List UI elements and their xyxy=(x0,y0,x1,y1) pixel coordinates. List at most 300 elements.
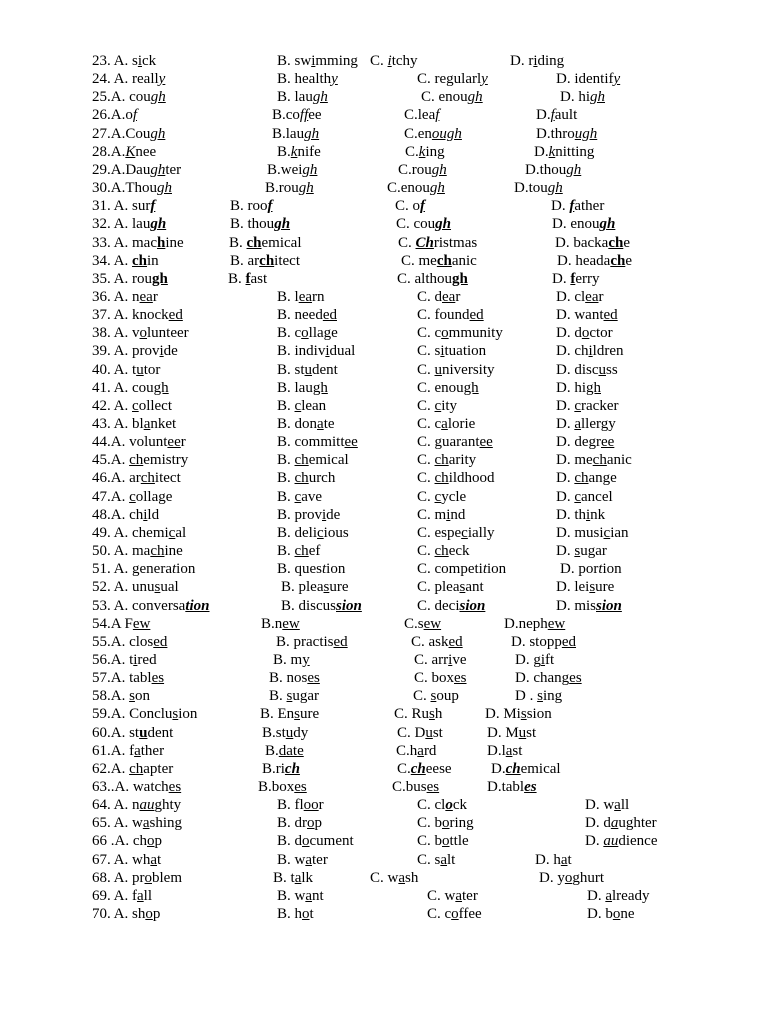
option-text: e xyxy=(625,252,632,269)
highlighted-letters: i xyxy=(448,651,453,668)
highlighted-letters: ch xyxy=(284,760,300,777)
option-text: st xyxy=(512,742,523,759)
option-b xyxy=(277,560,345,578)
highlighted-letters: oo xyxy=(303,797,319,814)
highlighted-letters: ed xyxy=(561,633,577,650)
highlighted-letters: o xyxy=(147,833,155,850)
highlighted-letters: ch xyxy=(434,470,449,487)
option-d xyxy=(557,252,632,270)
highlighted-letters: ch xyxy=(608,234,624,251)
option-c xyxy=(417,451,476,469)
option-a xyxy=(92,760,173,778)
option-text: 25.A. cou xyxy=(92,89,151,106)
option-text: D. disc xyxy=(556,361,599,378)
highlighted-letters: ch xyxy=(410,760,426,777)
option-text: ollage xyxy=(135,488,173,505)
highlighted-letters: i xyxy=(586,506,591,523)
option-text: mming xyxy=(315,53,358,69)
highlighted-letters: i xyxy=(143,506,148,523)
option-text: 57.A. tabl xyxy=(92,670,152,687)
option-c xyxy=(397,760,452,778)
option-d xyxy=(555,234,630,252)
option-c xyxy=(397,270,468,288)
option-d xyxy=(536,125,597,143)
option-text: tchy xyxy=(391,53,418,69)
option-text: B. fl xyxy=(277,797,304,814)
option-text: 68. A. pr xyxy=(92,869,145,886)
question-row-55 xyxy=(0,633,768,651)
highlighted-letters: a xyxy=(317,416,324,432)
option-text: B. plea xyxy=(281,579,324,596)
option-b xyxy=(281,578,349,596)
option-text: D. xyxy=(491,760,506,777)
highlighted-letters: ew xyxy=(132,615,151,632)
option-text: C. xyxy=(370,53,388,69)
option-text: D. backa xyxy=(555,234,609,251)
option-b xyxy=(277,70,338,88)
option-text: D. w xyxy=(585,797,615,814)
option-text: B. w xyxy=(277,887,306,904)
option-text: ildhood xyxy=(448,470,495,487)
option-a xyxy=(92,397,172,415)
option-d xyxy=(491,760,561,778)
option-text: D.tabl xyxy=(487,779,525,795)
option-text: D. xyxy=(534,143,549,160)
highlighted-letters: f xyxy=(550,107,555,124)
option-c xyxy=(370,52,418,70)
option-text: C. althou xyxy=(397,270,452,287)
option-b xyxy=(276,633,348,651)
question-row-29 xyxy=(0,161,768,179)
option-text: D. xyxy=(556,470,575,487)
question-row-62 xyxy=(0,760,768,778)
option-text: C. s xyxy=(417,343,441,360)
highlighted-letters: i xyxy=(533,53,538,69)
highlighted-letters: gh xyxy=(150,125,166,142)
highlighted-letters: ew xyxy=(547,615,566,632)
highlighted-letters: o xyxy=(451,906,459,923)
option-d xyxy=(585,814,657,832)
option-text: ter xyxy=(312,851,328,868)
highlighted-letters: ed xyxy=(322,307,337,324)
option-text: lk xyxy=(301,869,314,886)
option-text: ollect xyxy=(138,397,173,414)
option-text: llage xyxy=(308,325,338,342)
option-a xyxy=(92,887,152,905)
option-text: D. g xyxy=(515,651,541,668)
option-text: e xyxy=(623,234,630,251)
option-text: D. xyxy=(536,107,551,124)
option-text: C. b xyxy=(417,815,443,832)
option-text: r xyxy=(152,288,158,305)
option-text: D. degr xyxy=(556,434,601,451)
highlighted-letters: sion xyxy=(596,597,622,614)
question-row-52 xyxy=(0,578,768,596)
option-text: 39. A. prov xyxy=(92,343,160,360)
option-d xyxy=(487,724,536,742)
highlighted-letters: a xyxy=(142,815,150,832)
option-text: ast xyxy=(250,270,268,287)
question-row-49 xyxy=(0,524,768,542)
option-text: D. r xyxy=(510,53,534,69)
option-b xyxy=(277,433,358,451)
option-text: D. ch xyxy=(556,343,589,360)
option-text: anic xyxy=(606,452,632,469)
highlighted-letters: ed xyxy=(448,633,463,650)
option-c xyxy=(417,851,455,869)
option-text: D. stopp xyxy=(511,633,562,650)
highlighted-letters: a xyxy=(605,887,613,904)
option-text: dent xyxy=(312,361,338,378)
option-text: ing xyxy=(542,688,563,705)
highlighted-letters: gh xyxy=(312,379,328,396)
option-text: 63..A. watch xyxy=(92,779,169,795)
option-b xyxy=(273,869,313,887)
highlighted-letters: s xyxy=(154,579,161,596)
option-c xyxy=(404,106,439,124)
option-c xyxy=(417,832,469,850)
option-d xyxy=(556,469,617,487)
option-text: B. st xyxy=(277,361,305,378)
highlighted-letters: gh xyxy=(150,216,167,233)
option-text: B. xyxy=(277,470,295,487)
highlighted-letters: c xyxy=(294,397,302,414)
option-text: ion xyxy=(326,561,346,578)
highlighted-letters: k xyxy=(290,143,298,160)
option-text: C. competi xyxy=(417,561,483,578)
highlighted-letters: es xyxy=(307,670,320,687)
option-b xyxy=(230,197,273,215)
highlighted-letters: a xyxy=(441,416,448,432)
option-text: ef xyxy=(308,543,321,560)
option-b xyxy=(272,125,319,143)
highlighted-letters: ch xyxy=(505,760,521,777)
option-text: C. enou xyxy=(421,89,468,106)
option-text: p xyxy=(154,833,162,850)
option-c xyxy=(417,288,460,306)
option-text: C. w xyxy=(370,869,399,886)
highlighted-letters: ed xyxy=(603,307,618,324)
highlighted-letters: s xyxy=(537,688,543,705)
highlighted-letters: ch xyxy=(129,452,144,469)
option-d xyxy=(556,506,605,524)
option-text: D. por xyxy=(560,561,599,578)
highlighted-letters: o xyxy=(139,325,148,342)
option-text: rn xyxy=(312,288,325,305)
option-d xyxy=(515,687,562,705)
highlighted-letters: gh xyxy=(566,161,582,178)
highlighted-letters: ch xyxy=(294,470,309,487)
option-b xyxy=(228,270,267,288)
option-c xyxy=(417,469,495,487)
option-text: 34. A. xyxy=(92,252,133,269)
option-a xyxy=(92,633,167,651)
option-a xyxy=(92,52,156,70)
question-row-58 xyxy=(0,687,768,705)
option-c xyxy=(404,125,462,143)
option-text: ll xyxy=(143,887,153,904)
question-row-59 xyxy=(0,705,768,723)
highlighted-letters: u xyxy=(285,724,294,741)
option-a xyxy=(92,851,161,869)
option-text: D. mis xyxy=(556,597,597,614)
option-c xyxy=(427,887,478,905)
highlighted-letters: gh xyxy=(599,216,616,233)
option-text: emistry xyxy=(143,452,189,469)
highlighted-letters: c xyxy=(129,488,136,505)
highlighted-letters: o xyxy=(442,815,450,832)
highlighted-letters: a xyxy=(150,851,158,868)
option-b xyxy=(229,234,302,252)
highlighted-letters: ugh xyxy=(574,125,598,142)
option-b xyxy=(230,215,290,233)
option-d xyxy=(556,379,601,397)
option-text: D . xyxy=(515,688,538,705)
option-text: B. don xyxy=(277,416,318,432)
question-row-68 xyxy=(0,869,768,887)
option-text: C. box xyxy=(414,670,455,687)
option-text: 46.A. ar xyxy=(92,470,141,487)
option-text: D.tou xyxy=(514,180,548,197)
option-text: 23. A. s xyxy=(92,53,138,69)
question-row-44 xyxy=(0,433,768,451)
option-text: ttle xyxy=(449,833,469,850)
option-a xyxy=(92,179,172,197)
highlighted-letters: au xyxy=(603,833,619,850)
option-text: C.enou xyxy=(387,180,430,197)
highlighted-letters: i xyxy=(446,506,451,523)
highlighted-letters: a xyxy=(610,815,619,832)
question-row-46 xyxy=(0,469,768,487)
option-b xyxy=(277,542,320,560)
option-d xyxy=(556,524,629,542)
option-text: nitting xyxy=(555,143,595,160)
highlighted-letters: a xyxy=(305,887,313,904)
option-text: 64. A. n xyxy=(92,797,140,814)
option-a xyxy=(92,742,164,760)
highlighted-letters: f xyxy=(132,107,138,124)
option-text: 37. A. knock xyxy=(92,307,169,324)
question-row-41 xyxy=(0,379,768,397)
option-text: ss xyxy=(606,361,618,378)
highlighted-letters: s xyxy=(520,706,527,723)
option-text: racker xyxy=(581,397,619,414)
highlighted-letters: gh xyxy=(312,89,328,106)
option-d xyxy=(511,633,576,651)
option-text: C. b xyxy=(417,833,443,850)
option-text: ugar xyxy=(292,688,320,705)
option-text: B. nos xyxy=(269,670,308,687)
option-text: C. xyxy=(413,688,431,705)
highlighted-letters: ea xyxy=(442,288,456,305)
option-c xyxy=(411,633,463,651)
option-a xyxy=(92,106,137,124)
option-c xyxy=(398,161,447,179)
option-text: C. xyxy=(417,470,435,487)
option-a xyxy=(92,705,197,723)
option-text: B. roo xyxy=(230,198,268,215)
option-text: urch xyxy=(308,470,336,487)
highlighted-letters: o xyxy=(564,869,573,886)
option-text: C. deci xyxy=(417,597,460,614)
highlighted-letters: a xyxy=(574,416,582,432)
option-text: st xyxy=(432,724,443,741)
highlighted-letters: ee xyxy=(479,434,493,451)
question-row-61 xyxy=(0,742,768,760)
question-row-39 xyxy=(0,342,768,360)
option-d xyxy=(587,905,635,923)
option-text: st xyxy=(526,724,537,741)
highlighted-letters: ch xyxy=(436,252,452,269)
option-text: C. xyxy=(398,234,416,251)
option-b xyxy=(277,143,321,161)
option-text: B.lau xyxy=(272,125,305,142)
question-row-57 xyxy=(0,669,768,687)
highlighted-letters: au xyxy=(139,797,155,814)
option-d xyxy=(536,106,577,124)
option-text: D. M xyxy=(487,724,519,741)
option-a xyxy=(92,524,186,542)
option-text: B. practis xyxy=(276,633,334,650)
question-row-66 xyxy=(0,832,768,850)
option-d xyxy=(556,433,614,451)
option-text: 40. A. t xyxy=(92,361,137,378)
highlighted-letters: gh xyxy=(431,161,447,178)
option-text: B. xyxy=(277,143,291,160)
option-d xyxy=(510,52,564,70)
highlighted-letters: s xyxy=(589,579,596,596)
highlighted-letters: ch xyxy=(129,760,144,777)
highlighted-letters: y xyxy=(331,71,338,88)
option-text: ian xyxy=(610,524,629,541)
option-text: C.h xyxy=(396,742,418,759)
option-text: B.n xyxy=(261,615,283,632)
option-text: 31. A. sur xyxy=(92,198,151,215)
option-text: ck xyxy=(142,53,157,69)
highlighted-letters: u xyxy=(598,361,606,378)
question-row-35 xyxy=(0,270,768,288)
option-d xyxy=(525,161,581,179)
option-b xyxy=(269,687,319,705)
option-a xyxy=(92,615,150,633)
question-row-30 xyxy=(0,179,768,197)
highlighted-letters: y xyxy=(158,71,166,88)
highlighted-letters: o xyxy=(581,325,590,342)
highlighted-letters: es xyxy=(454,670,467,687)
option-c xyxy=(405,143,445,161)
option-text: ion xyxy=(178,706,198,723)
question-row-25 xyxy=(0,88,768,106)
option-text: sion xyxy=(526,706,552,723)
option-text: ter xyxy=(462,887,478,904)
highlighted-letters: gh xyxy=(586,379,601,396)
highlighted-letters: es xyxy=(168,779,182,795)
highlighted-letters: sion xyxy=(336,597,362,614)
option-text: 24. A. reall xyxy=(92,71,159,88)
option-text: D. th xyxy=(556,506,586,523)
highlighted-letters: s xyxy=(129,688,135,705)
option-text: niversity xyxy=(442,361,495,378)
option-text: ion xyxy=(176,561,196,578)
option-text: D. identif xyxy=(556,71,614,88)
highlighted-letters: a xyxy=(305,851,313,868)
highlighted-letters: u xyxy=(434,361,443,378)
option-text: 29.A.Dau xyxy=(92,161,151,178)
option-text: D. xyxy=(556,397,575,414)
highlighted-letters: c xyxy=(603,524,611,541)
option-text: lean xyxy=(301,397,327,414)
option-text: on xyxy=(134,688,150,705)
question-row-56 xyxy=(0,651,768,669)
highlighted-letters: gh xyxy=(150,161,166,178)
question-row-34 xyxy=(0,252,768,270)
option-b xyxy=(277,524,349,542)
highlighted-letters: gh xyxy=(467,89,483,106)
option-text: rd xyxy=(423,742,437,759)
option-text: C. regularl xyxy=(417,71,482,88)
question-row-65 xyxy=(0,814,768,832)
highlighted-letters: c xyxy=(574,397,582,414)
option-text: D. y xyxy=(539,869,565,886)
option-text: 66 .A. ch xyxy=(92,833,147,850)
option-text: 52. A. unu xyxy=(92,579,155,596)
highlighted-letters: f xyxy=(267,198,273,215)
option-text: B. xyxy=(277,488,295,505)
option-text: de xyxy=(326,506,341,523)
option-text: llergy xyxy=(581,416,616,432)
highlighted-letters: i xyxy=(588,343,593,360)
highlighted-letters: c xyxy=(574,488,582,505)
highlighted-letters: Ch xyxy=(415,234,434,251)
option-text: B. indiv xyxy=(277,343,326,360)
highlighted-letters: o xyxy=(445,797,453,814)
option-text: 33. A. mac xyxy=(92,234,157,251)
option-text: sh xyxy=(405,869,419,886)
option-a xyxy=(92,342,178,360)
question-row-27 xyxy=(0,125,768,143)
highlighted-letters: f xyxy=(245,270,251,287)
option-text: cument xyxy=(309,833,354,850)
option-text: B. l xyxy=(277,288,299,305)
option-a xyxy=(92,252,159,270)
option-text: B. thou xyxy=(230,216,275,233)
option-text: D. me xyxy=(556,452,593,469)
option-a xyxy=(92,506,159,524)
option-c xyxy=(396,742,436,760)
option-c xyxy=(401,252,477,270)
option-text: B. lau xyxy=(277,379,313,396)
option-text: r xyxy=(180,434,186,451)
option-text: nd xyxy=(450,506,466,523)
option-c xyxy=(417,415,475,433)
option-d xyxy=(587,887,650,905)
highlighted-letters: i xyxy=(387,53,392,69)
option-a xyxy=(92,778,181,796)
option-a xyxy=(92,597,210,615)
option-c xyxy=(397,724,443,742)
option-text: 51. A. genera xyxy=(92,561,172,578)
option-c xyxy=(417,506,465,524)
option-c xyxy=(417,542,470,560)
option-c xyxy=(417,361,495,379)
option-text: ll xyxy=(620,797,630,814)
option-text: ine xyxy=(164,543,183,560)
option-b xyxy=(281,597,362,615)
option-a xyxy=(92,270,168,288)
option-a xyxy=(92,88,166,106)
option-text: C.rou xyxy=(398,161,432,178)
highlighted-letters: i xyxy=(133,651,138,668)
